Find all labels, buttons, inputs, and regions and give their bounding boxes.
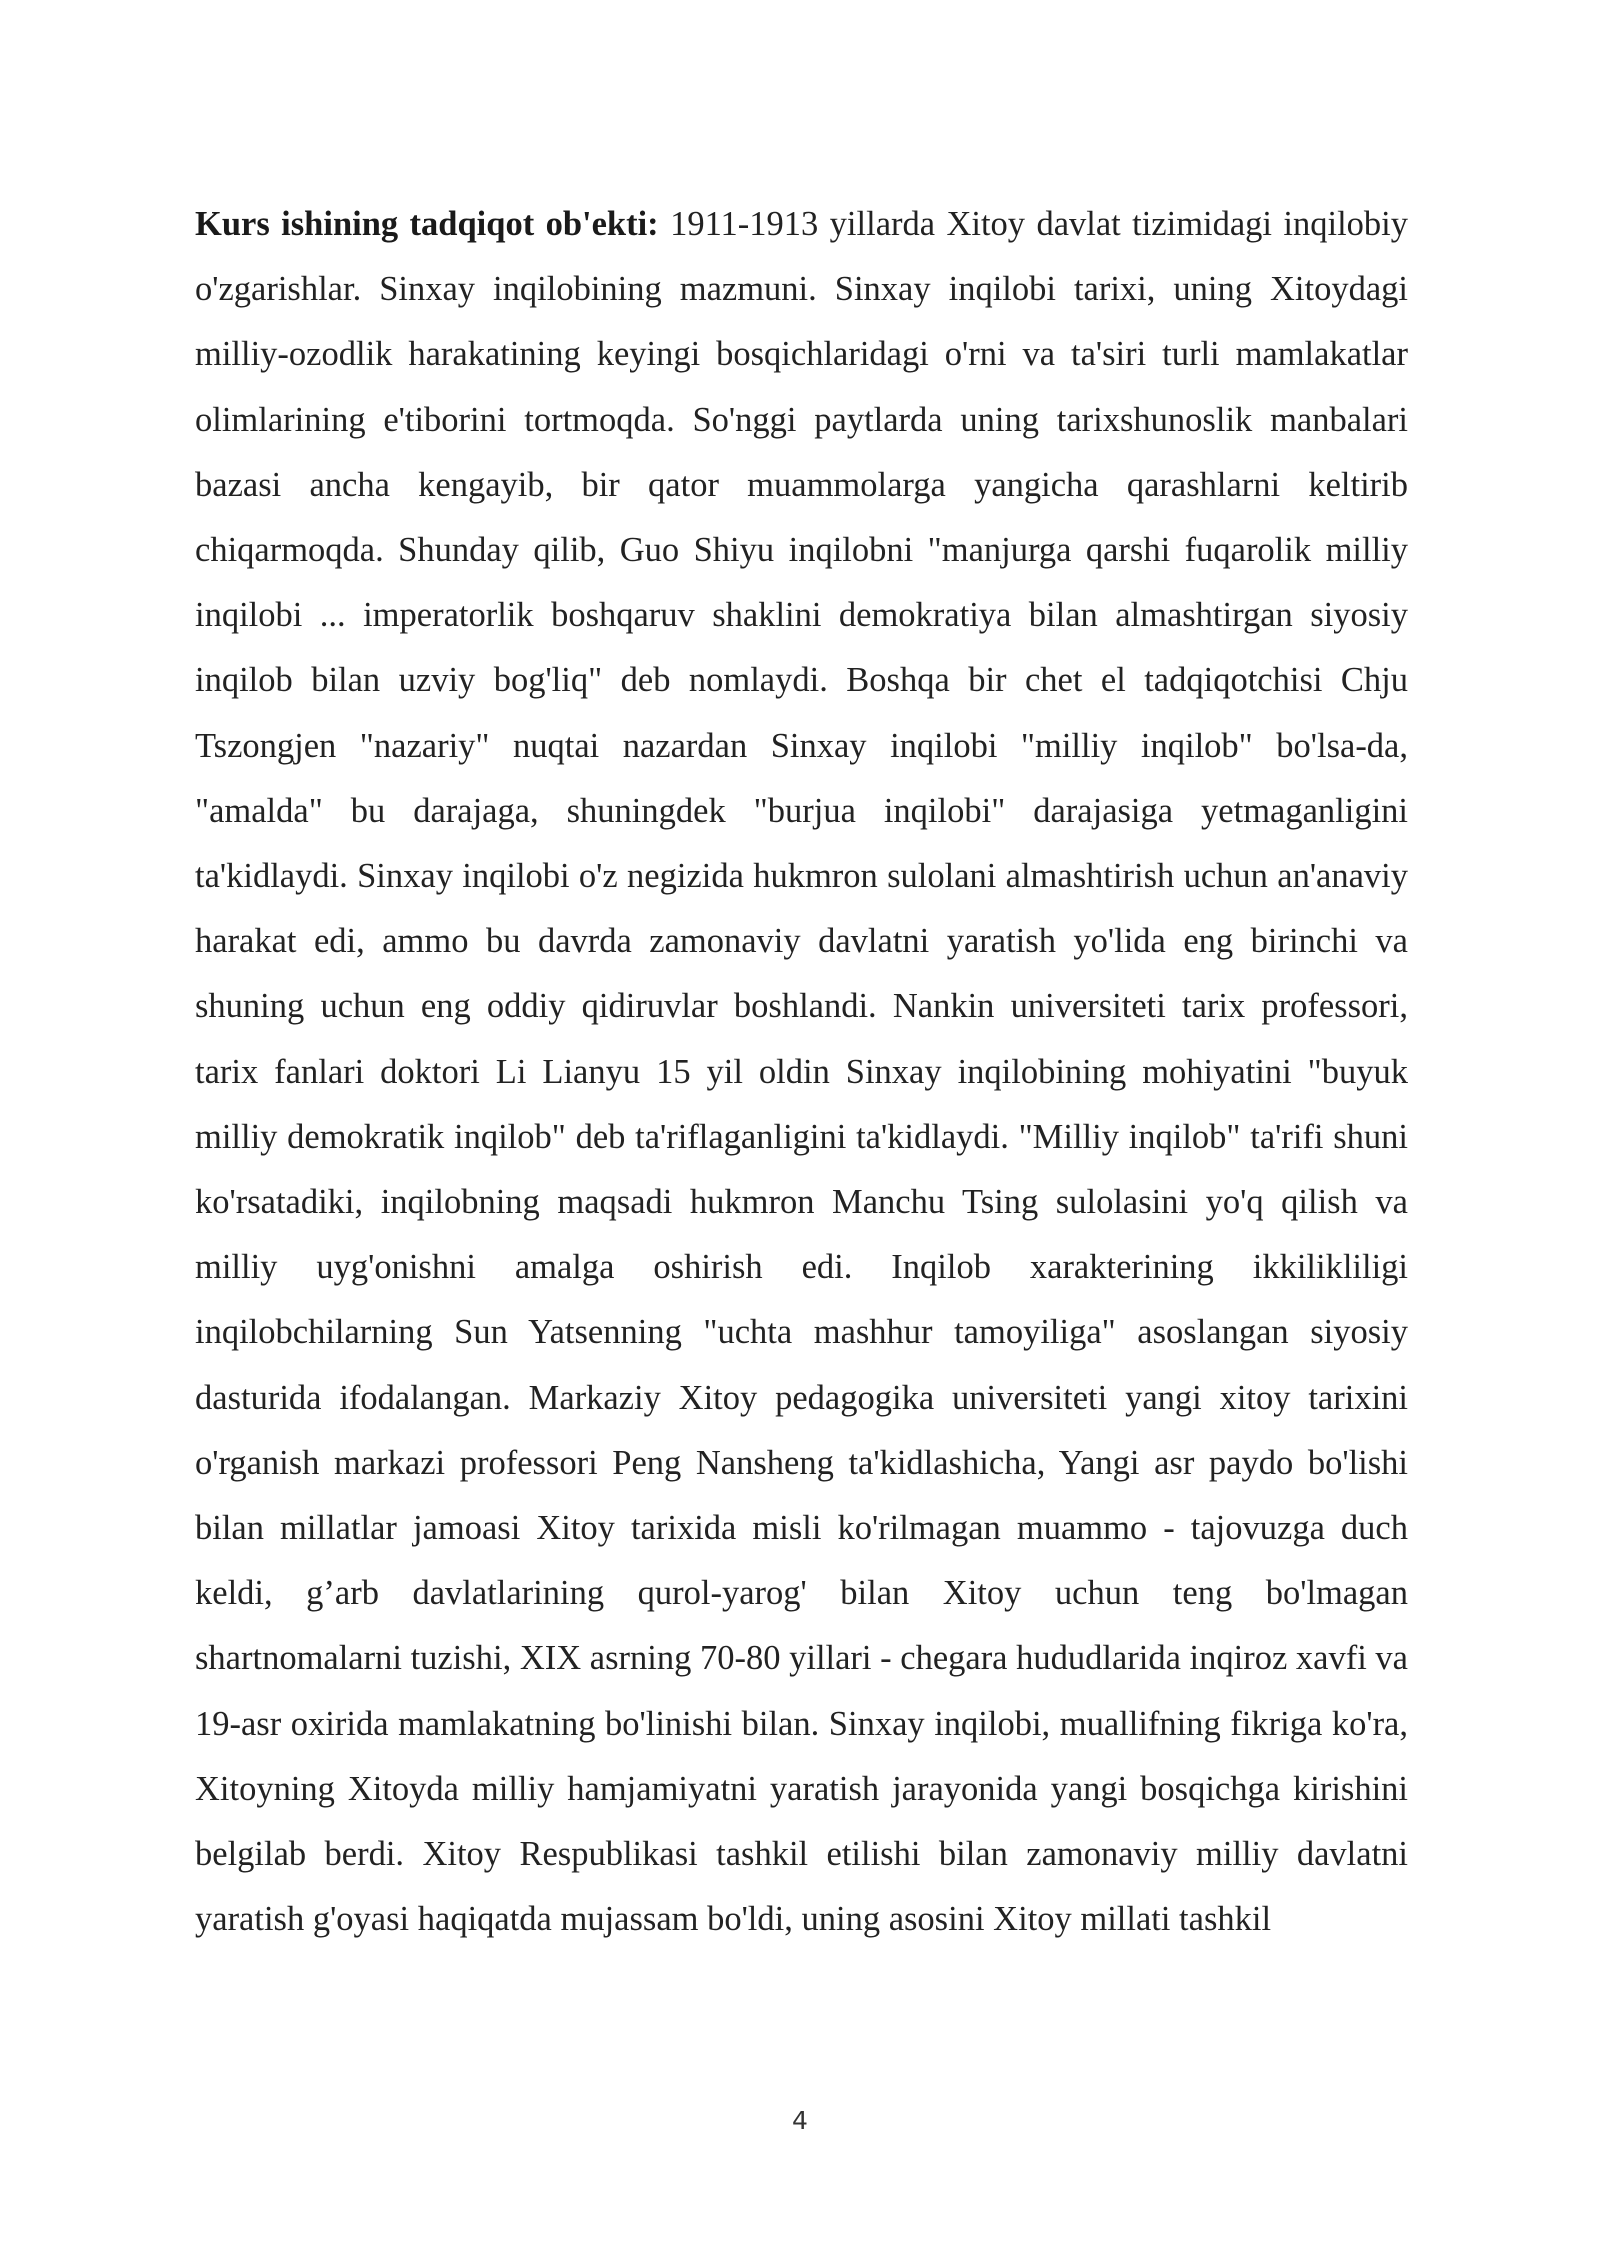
paragraph-text: 1911-1913 yillarda Xitoy davlat tizimidagi inqilobiy o'zgarishlar. Sinxay inqilobining mazmuni. Sinxay inqilobi tarixi, uning Xitoydagi milliy-ozodlik harakatining keyingi bosqichlaridagi o'rni va ta'siri turli mamlakatlar olimlarining e'tiborini tortmoqda. So'nggi paytlarda uning tarixshunoslik manbalari bazasi ancha kengayib, bir qator muammolarga yangicha qarashlarni keltirib chiqarmoqda. Shunday qilib, Guo Shiyu inqilobni "manjurga qarshi fuqarolik milliy inqilobi ... imperatorlik boshqaruv shaklini demokratiya bilan almashtirgan siyosiy inqilob bilan uzviy bog'liq" deb nomlaydi. Boshqa bir chet el tadqiqotchisi Chju Tszongjen "nazariy" nuqtai nazardan Sinxay inqilobi "milliy inqilob" bo'lsa-da, "amalda" bu darajaga, shuningdek "burjua inqilobi" darajasiga yetmaganligini ta'kidlaydi. Sinxay inqilobi o'z negizida hukmron sulolani almashtirish uchun an'anaviy harakat edi, ammo bu davrda zamonaviy davlatni yaratish yo'lida eng birinchi va shuning uchun eng oddiy qidiruvlar boshlandi. Nankin universiteti tarix professori, tarix fanlari doktori Li Lianyu 15 yil oldin Sinxay inqilobining mohiyatini "buyuk milliy demokratik inqilob" deb ta'riflaganligini ta'kidlaydi. "Milliy inqilob" ta'rifi shuni ko'rsatadiki, inqilobning maqsadi hukmron Manchu Tsing sulolasini yo'q qilish va milliy uyg'onishni amalga oshirish edi. Inqilob xarakterining ikkilikliligi inqilobchilarning Sun Yatsenning "uchta mashhur tamoyiliga" asoslangan siyosiy dasturida ifodalangan. Markaziy Xitoy pedagogika universiteti yangi xitoy tarixini o'rganish markazi professori Peng Nansheng ta'kidlashicha, Yangi asr paydo bo'lishi bilan millatlar jamoasi Xitoy tarixida misli ko'rilmagan muammo - tajovuzga duch keldi, g’arb davlatlarining qurol-yarog' bilan Xitoy uchun teng bo'lmagan shartnomalarni tuzishi, XIX asrning 70-80 yillari - chegara hududlarida inqiroz xavfi va 19-asr oxirida mamlakatning bo'linishi bilan. Sinxay inqilobi, muallifning fikriga ko'ra, Xitoyning Xitoyda milliy hamjamiyatni yaratish jarayonida yangi bosqichga kirishini belgilab berdi. Xitoy Respublikasi tashkil etilishi bilan zamonaviy milliy davlatni yaratish g'oyasi haqiqatda mujassam bo'ldi, uning asosini Xitoy millati tashkil xyxy=(195,205,1409,1939)
lead-label: Kurs ishining tadqiqot ob'ekti: xyxy=(195,205,659,243)
body-paragraph xyxy=(195,192,1408,1952)
page-number: 4 xyxy=(792,2106,808,2135)
